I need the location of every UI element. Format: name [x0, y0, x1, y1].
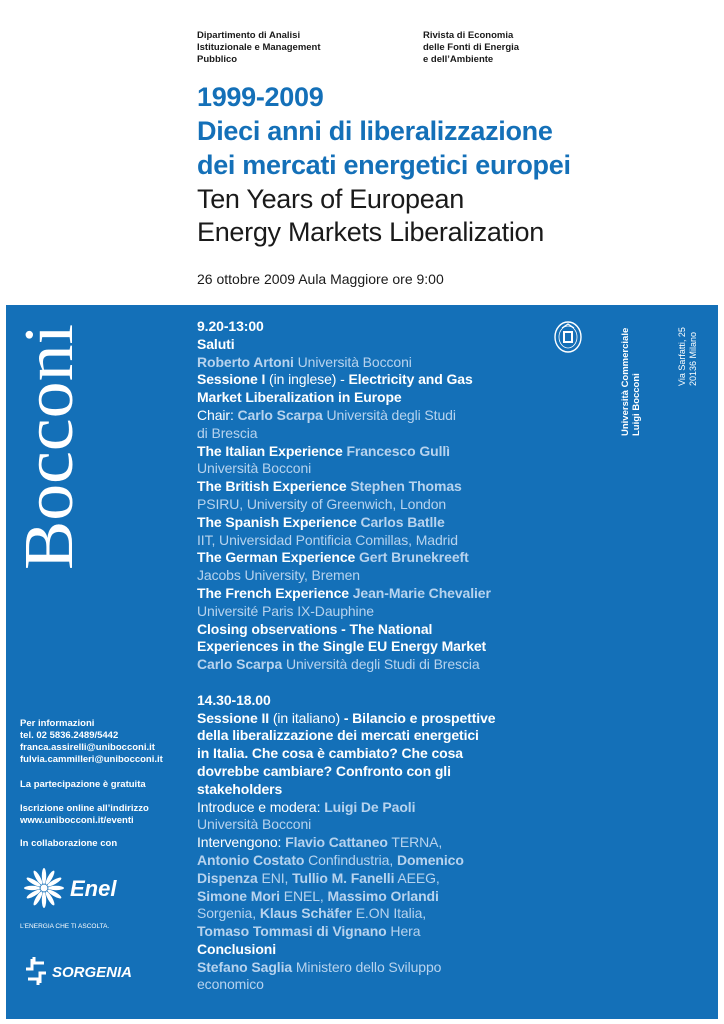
chair-affiliation: di Brescia: [197, 424, 258, 441]
saluti-heading: Saluti: [197, 335, 235, 352]
program-line: Roberto Artoni Università Bocconi: [197, 353, 412, 370]
chair-line: Chair: Carlo Scarpa Università degli Studi: [197, 406, 456, 423]
closing-title-2: Experiences in the Single EU Energy Market: [197, 638, 487, 655]
university-crest-icon: [553, 320, 583, 354]
closing-title: Closing observations - The National: [197, 620, 433, 637]
session2-title-b: della liberalizzazione dei mercati energetici: [197, 727, 479, 744]
section-gap: [197, 674, 542, 692]
contact-email-1[interactable]: franca.assirelli@unibocconi.it: [20, 742, 155, 753]
enel-logo: [20, 866, 130, 934]
sorgenia-wordmark: SORGENIA: [52, 964, 133, 981]
moderator-line: Introduce e modera: Luigi De Paoli: [197, 798, 416, 815]
talk-british-affiliation: PSIRU, University of Greenwich, London: [197, 495, 447, 512]
online-registration: [20, 803, 149, 827]
talk-french: The French Experience Jean-Marie Chevalier: [197, 584, 491, 601]
panelists-line-2: Antonio Costato Confindustria, Domenico: [197, 851, 464, 868]
conclusions-heading: Conclusioni: [197, 940, 277, 957]
session2-title-c: in Italia. Che cosa è cambiato? Che cosa: [197, 745, 463, 762]
online-url[interactable]: www.unibocconi.it/eventi: [20, 815, 134, 826]
journal-name: Rivista di Economia delle Fonti di Energia e dell’Ambiente: [423, 30, 520, 65]
session2-heading: Sessione II (in italiano) - Bilancio e prospettive: [197, 709, 496, 726]
university-name-line2: Luigi Bocconi: [631, 373, 642, 436]
conclusions-speaker: Stefano Saglia Ministero dello Sviluppo: [197, 958, 442, 975]
sorgenia-mark-icon: [26, 957, 46, 985]
afternoon-time: 14.30-18.00: [197, 691, 271, 708]
conclusions-affiliation: economico: [197, 976, 264, 993]
session2-title-e: stakeholders: [197, 780, 283, 797]
contact-email-2[interactable]: fulvia.cammilleri@unibocconi.it: [20, 754, 163, 765]
title-english-line2: Energy Markets Liberalization: [197, 217, 544, 247]
talk-italian: The Italian Experience Francesco Gullì: [197, 442, 450, 459]
talk-british: The British Experience Stephen Thomas: [197, 478, 462, 495]
university-name: [618, 318, 642, 438]
session1-title: Market Liberalization in Europe: [197, 389, 402, 406]
event-date: 26 ottobre 2009 Aula Maggiore ore 9:00: [197, 271, 444, 287]
address-line2: 20136 Milano: [688, 331, 698, 386]
contact-heading: Per informazioni: [20, 718, 95, 729]
collaboration-label: In collaborazione con: [20, 838, 118, 849]
closing-speaker: Carlo Scarpa Università degli Studi di Brescia: [197, 656, 480, 673]
title-italian-line1: Dieci anni di liberalizzazione: [197, 116, 553, 146]
online-label: Iscrizione online all’indirizzo: [20, 803, 149, 814]
title-years: 1999-2009: [197, 82, 324, 112]
talk-spanish: The Spanish Experience Carlos Batlle: [197, 513, 445, 530]
talk-spanish-affiliation: IIT, Universidad Pontificia Comillas, Madrid: [197, 531, 458, 548]
bocconi-logo-text: Bocconi: [11, 336, 88, 570]
session1-heading: Sessione I (in inglese) - Electricity and Gas: [197, 371, 473, 388]
enel-flower-icon: [24, 868, 64, 908]
university-address: [675, 318, 699, 388]
title-italian-line2: dei mercati energetici europei: [197, 150, 571, 180]
moderator-affiliation: Università Bocconi: [197, 816, 312, 833]
panelists-line-4: Simone Mori ENEL, Massimo Orlandi: [197, 887, 439, 904]
session2-title-d: dovrebbe cambiare? Confronto con gli: [197, 762, 451, 779]
enel-wordmark: Enel: [70, 876, 117, 901]
contact-info: [20, 718, 163, 766]
contact-phone: tel. 02 5836.2489/5442: [20, 730, 119, 741]
panelists-line-5: Sorgenia, Klaus Schäfer E.ON Italia,: [197, 905, 427, 922]
address-line1: Via Sarfatti, 25: [677, 327, 687, 386]
bocconi-logo: [11, 322, 88, 572]
program-schedule: [197, 318, 542, 994]
morning-time: 9.20-13:00: [197, 318, 264, 334]
title-english-line1: Ten Years of European: [197, 184, 464, 214]
panelists-line-1: Intervengono: Flavio Cattaneo TERNA,: [197, 834, 443, 851]
enel-tagline: L’ENERGIA CHE TI ASCOLTA.: [20, 923, 110, 930]
panelists-line-3: Dispenza ENI, Tullio M. Fanelli AEEG,: [197, 869, 440, 886]
panelists-line-6: Tomaso Tommasi di Vignano Hera: [197, 923, 421, 940]
talk-french-affiliation: Université Paris IX-Dauphine: [197, 602, 374, 619]
free-participation: La partecipazione è gratuita: [20, 779, 146, 790]
department-name: Dipartimento di Analisi Istituzionale e Management Pubblico: [197, 30, 321, 65]
sorgenia-logo: [22, 953, 142, 993]
talk-german-affiliation: Jacobs University, Bremen: [197, 567, 360, 584]
talk-italian-affiliation: Università Bocconi: [197, 460, 312, 477]
talk-german: The German Experience Gert Brunekreeft: [197, 549, 469, 566]
university-name-line1: Università Commerciale: [620, 327, 631, 436]
